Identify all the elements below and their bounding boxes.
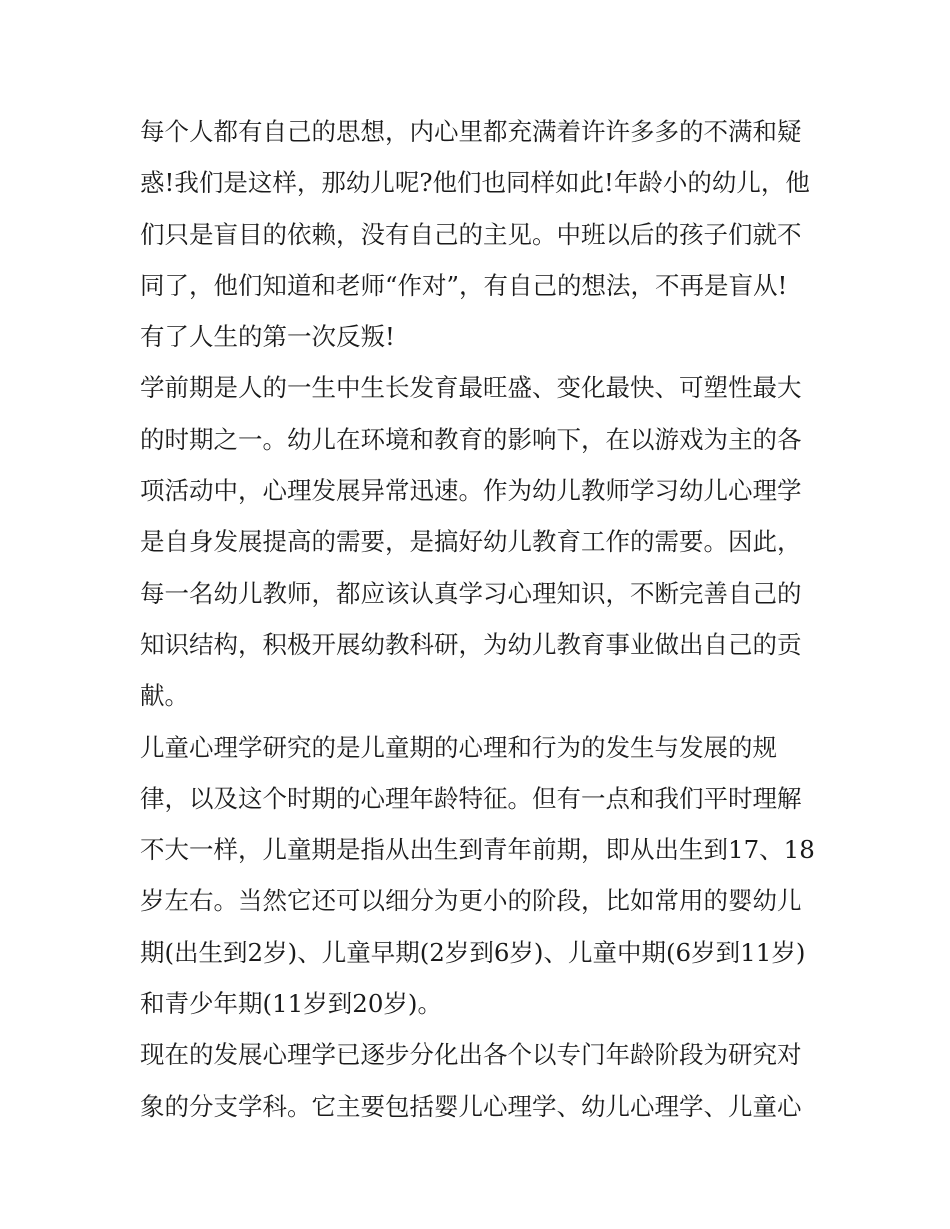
paragraph-3: 学前期是人的一生中生长发育最旺盛、变化最快、可塑性最大的时期之一。幼儿在环境和教育的影响下，在以游戏为主的各项活动中，心理发展异常迅速。作为幼儿教师学习幼儿心理学是自身发展提高的需要，是搞好幼儿教育工作的需要。因此，每一名幼儿教师，都应该认真学习心理知识，不断完善自己的知识结构，积极开展幼教科研，为幼儿教育事业做出自己的贡献。 — [140, 373, 802, 711]
document-body — [140, 106, 820, 1132]
paragraph-5: 现在的发展心理学已逐步分化出各个以专门年龄阶段为研究对象的分支学科。它主要包括婴儿心理学、幼儿心理学、儿童心 — [140, 1040, 802, 1121]
paragraph-1: 每个人都有自己的思想，内心里都充满着许许多多的不满和疑惑!我们是这样，那幼儿呢?他们也同样如此!年龄小的幼儿，他们只是盲目的依赖，没有自己的主见。中班以后的孩子们就不同了，他们知道和老师“作对”，有自己的想法，不再是盲从! — [140, 117, 810, 300]
paragraph-2: 有了人生的第一次反叛! — [140, 322, 395, 352]
paragraph-4: 儿童心理学研究的是儿童期的心理和行为的发生与发展的规律，以及这个时期的心理年龄特征。但有一点和我们平时理解不大一样，儿童期是指从出生到青年前期，即从出生到17、18岁左右。当然它还可以细分为更小的阶段，比如常用的婴幼儿期(出生到2岁)、儿童早期(2岁到6岁)、儿童中期(6岁到11岁)和青少年期(11岁到20岁)。 — [140, 732, 815, 1019]
